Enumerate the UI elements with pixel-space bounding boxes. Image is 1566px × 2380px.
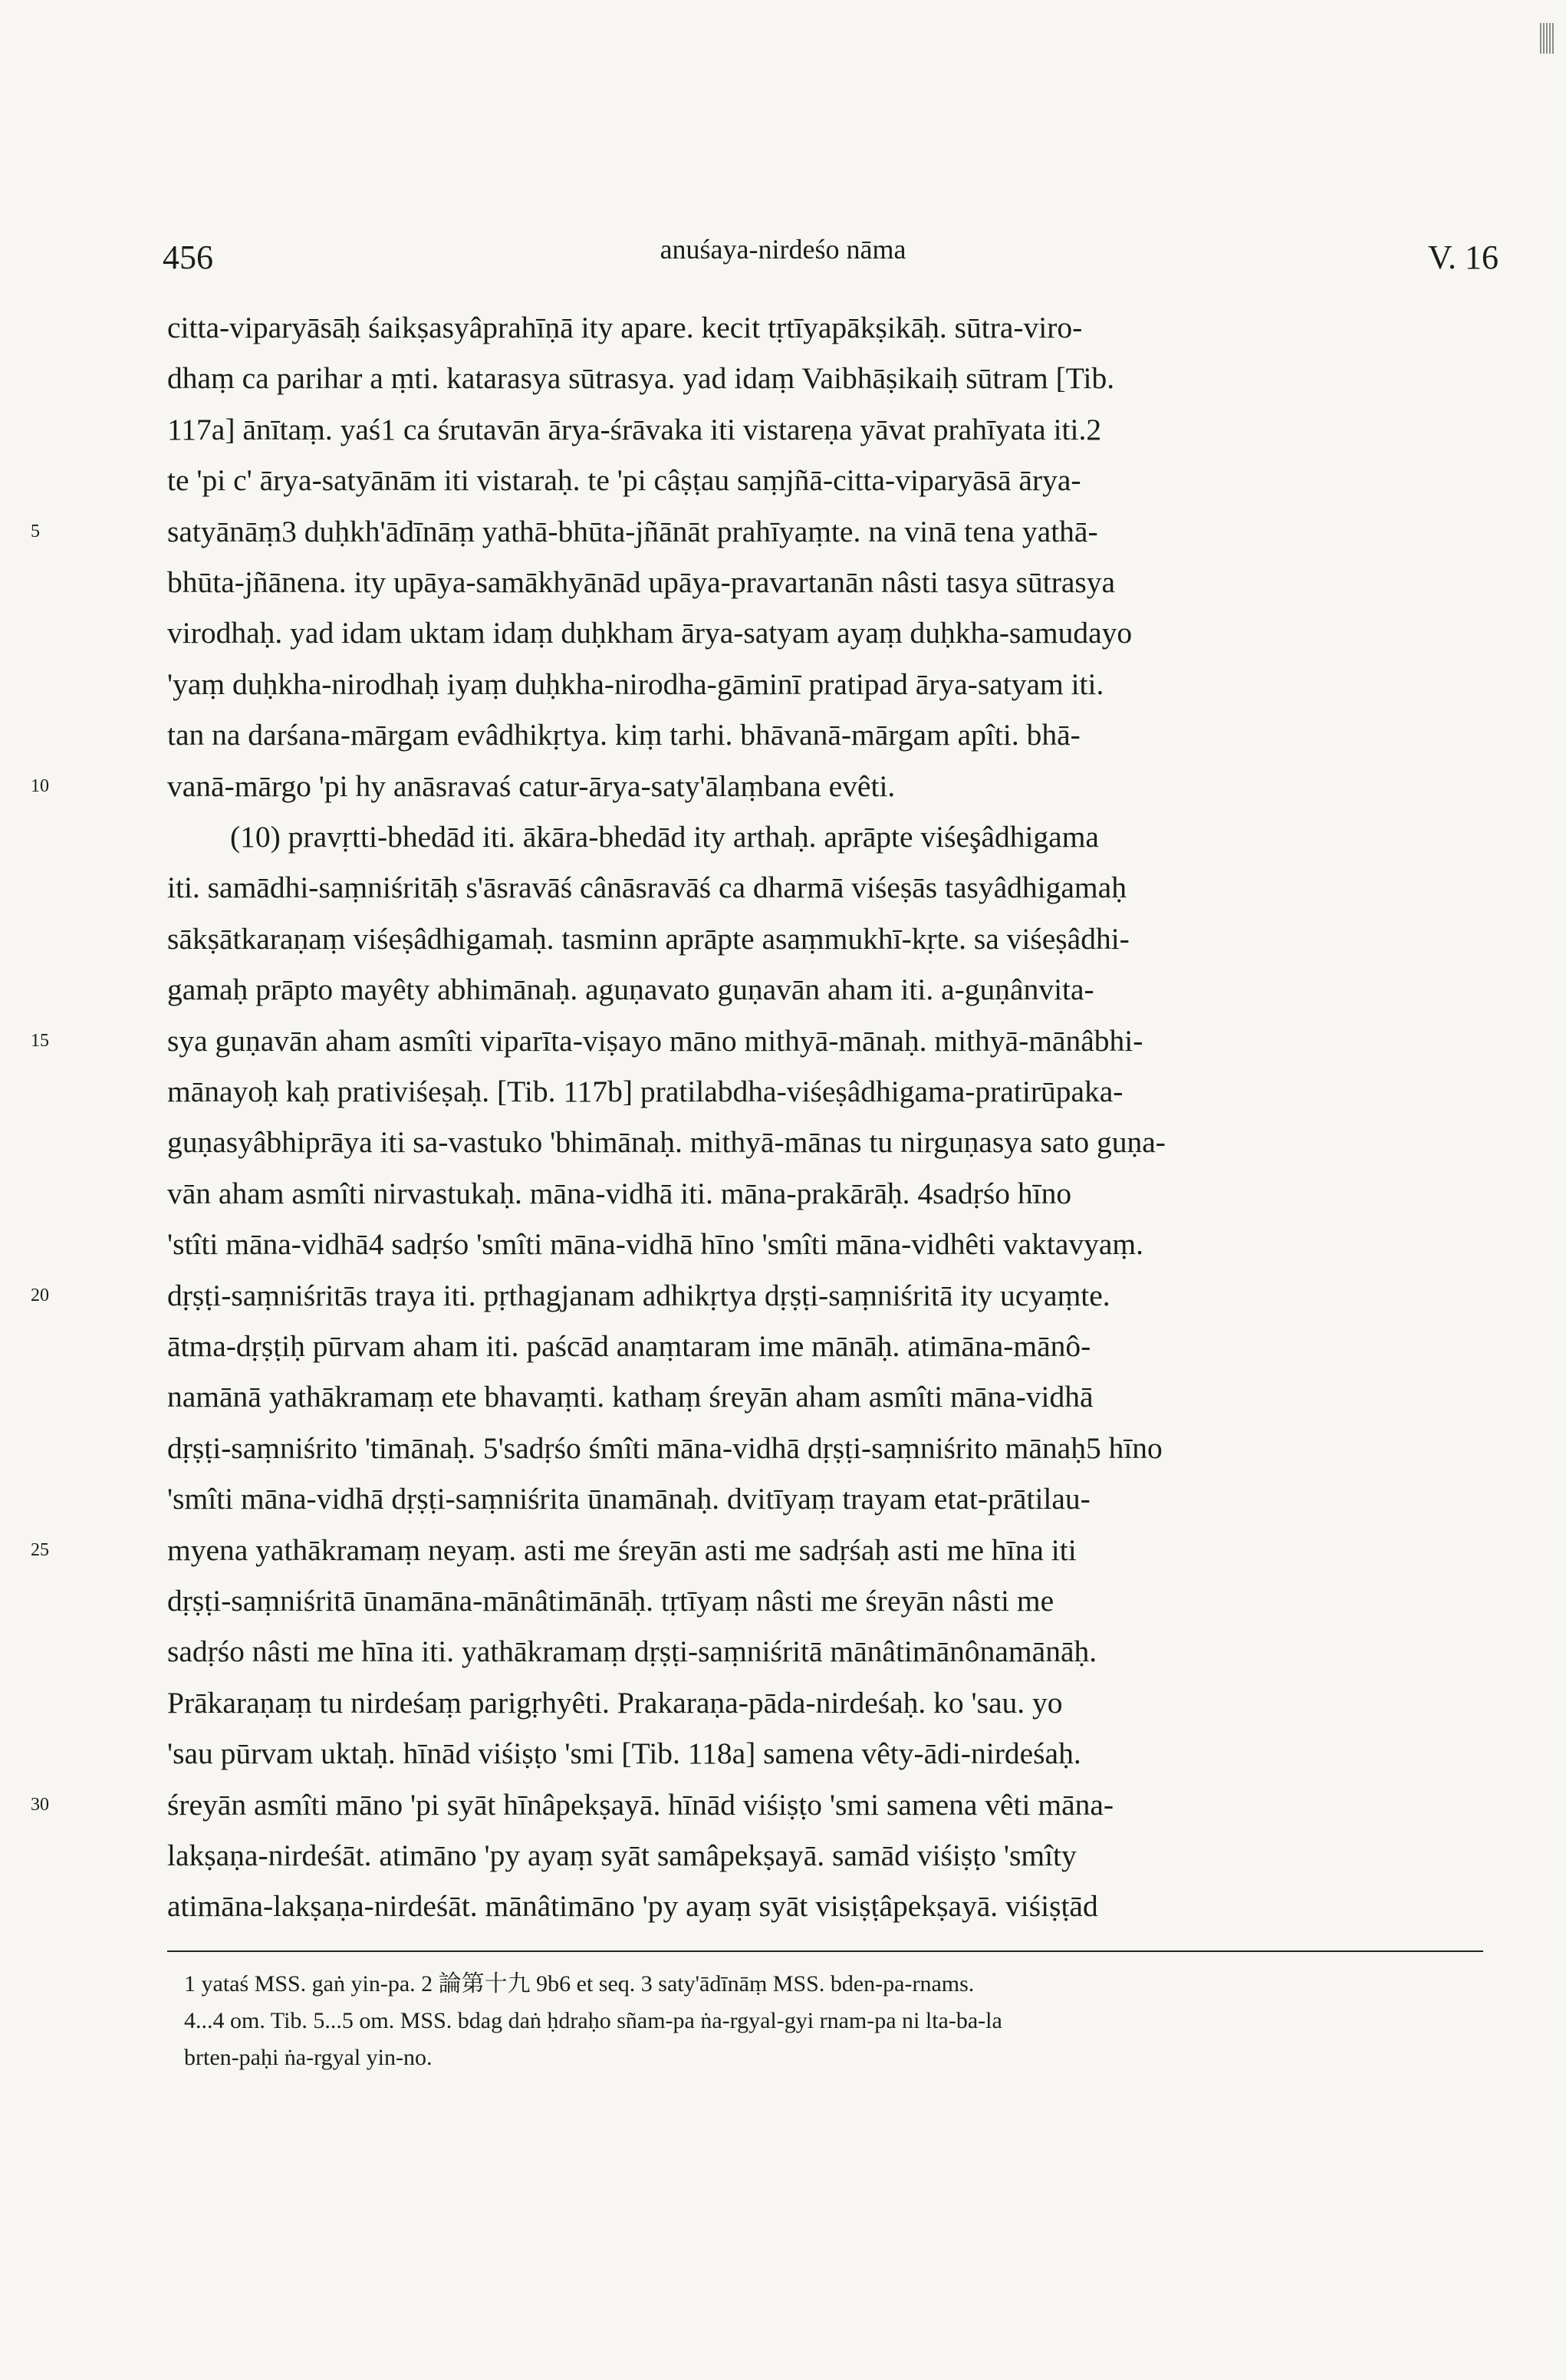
text-line: 'smîti māna-vidhā dṛṣṭi-saṃniśrita ūnamānaḥ. dvitīyaṃ trayam etat-prātilau- (167, 1482, 1091, 1516)
running-title: anuśaya-nirdeśo nāma (660, 234, 906, 265)
line-number: 30 (31, 1794, 49, 1815)
line-number: 20 (31, 1285, 49, 1305)
page-number: 456 (163, 239, 213, 276)
text-line: 117a] ānītaṃ. yaś1 ca śrutavān ārya-śrāvaka iti vistareṇa yāvat prahīyata iti.2 (167, 412, 1102, 446)
text-line: 'sau pūrvam uktaḥ. hīnād viśiṣṭo 'smi [Tib. 118a] samena vêty-ādi-nirdeśaḥ. (167, 1736, 1081, 1771)
footnote-rule (167, 1950, 1483, 1952)
text-line: dṛṣṭi-saṃniśrito 'timānaḥ. 5'sadṛśo śmîti māna-vidhā dṛṣṭi-saṃniśrito mānaḥ5 hīno (167, 1430, 1163, 1465)
text-line: (10) pravṛtti-bhedād iti. ākāra-bhedād ity arthaḥ. aprāpte viśeşâdhigama (230, 820, 1099, 854)
line-number: 15 (31, 1030, 49, 1051)
section-reference: V. 16 (1427, 239, 1499, 276)
text-line: tan na darśana-mārgam evâdhikṛtya. kiṃ tarhi. bhāvanā-mārgam apîti. bhā- (167, 718, 1081, 752)
text-line: guṇasyâbhiprāya iti sa-vastuko 'bhimānaḥ. mithyā-mānas tu nirguṇasya sato guṇa- (167, 1125, 1166, 1160)
line-number: 5 (31, 521, 40, 542)
footnote-line: brten-paḥi ṅa-rgyal yin-no. (184, 2044, 433, 2070)
text-line: gamaḥ prāpto mayêty abhimānaḥ. aguṇavato guṇavān aham iti. a-guṇânvita- (167, 973, 1094, 1007)
text-line: bhūta-jñānena. ity upāya-samākhyānād upāya-pravartanān nâsti tasya sūtrasya (167, 565, 1116, 599)
text-line: 'yaṃ duḥkha-nirodhaḥ iyaṃ duḥkha-nirodha-gāminī pratipad ārya-satyam iti. (167, 667, 1104, 701)
text-line: śreyān asmîti māno 'pi syāt hīnâpekṣayā. hīnād viśiṣṭo 'smi samena vêti māna- (167, 1787, 1114, 1822)
footnote-line: 1 yataś MSS. gaṅ yin-pa. 2 論第十九 9b6 et seq. 3 saty'ādīnāṃ MSS. bden-pa-rnams. (184, 1970, 975, 1997)
text-line: vanā-mārgo 'pi hy anāsravaś catur-ārya-saty'ālaṃbana evêti. (167, 769, 896, 803)
text-line: Prākaraṇaṃ tu nirdeśaṃ parigṛhyêti. Prakaraṇa-pāda-nirdeśaḥ. ko 'sau. yo (167, 1685, 1063, 1720)
text-line: satyānāṃ3 duḥkh'ādīnāṃ yathā-bhūta-jñānāt prahīyaṃte. na vinā tena yathā- (167, 514, 1098, 548)
text-line: 'stîti māna-vidhā4 sadṛśo 'smîti māna-vidhā hīno 'smîti māna-vidhêti vaktavyaṃ. (167, 1227, 1144, 1262)
text-line: dṛṣṭi-saṃniśritās traya iti. pṛthagjanam adhikṛtya dṛṣṭi-saṃniśritā ity ucyaṃte. (167, 1278, 1110, 1312)
text-line: te 'pi c' ārya-satyānām iti vistaraḥ. te 'pi câṣṭau saṃjñā-citta-viparyāsā ārya- (167, 463, 1081, 498)
text-line: lakṣaṇa-nirdeśāt. atimāno 'py ayaṃ syāt samâpekṣayā. samād viśiṣṭo 'smîty (167, 1838, 1077, 1872)
text-line: virodhaḥ. yad idam uktam idaṃ duḥkham ārya-satyam ayaṃ duḥkha-samudayo (167, 616, 1133, 650)
text-line: atimāna-lakṣaṇa-nirdeśāt. mānâtimāno 'py ayaṃ syāt visiṣṭâpekṣayā. viśiṣṭād (167, 1889, 1098, 1924)
text-line: ātma-dṛṣṭiḥ pūrvam aham iti. paścād anaṃtaram ime mānāḥ. atimāna-mānô- (167, 1329, 1091, 1363)
text-line: iti. samādhi-saṃniśritāḥ s'āsravāś cânāsravāś ca dharmā viśeṣās tasyâdhigamaḥ (167, 871, 1127, 905)
text-line: sadṛśo nâsti me hīna iti. yathākramaṃ dṛṣṭi-saṃniśritā mānâtimānônamānāḥ. (167, 1634, 1097, 1669)
text-line: dṛṣṭi-saṃniśritā ūnamāna-mānâtimānāḥ. tṛtīyaṃ nâsti me śreyān nâsti me (167, 1584, 1054, 1618)
text-line: mānayoḥ kaḥ prativiśeṣaḥ. [Tib. 117b] pratilabdha-viśeṣâdhigama-pratirūpaka- (167, 1075, 1124, 1108)
text-line: sya guṇavān aham asmîti viparīta-viṣayo māno mithyā-mānaḥ. mithyā-mānâbhi- (167, 1023, 1143, 1058)
text-line: namānā yathākramaṃ ete bhavaṃti. kathaṃ śreyān aham asmîti māna-vidhā (167, 1380, 1094, 1414)
text-line: dhaṃ ca parihar a ṃti. katarasya sūtrasya. yad idaṃ Vaibhāṣikaiḥ sūtram [Tib. (167, 361, 1115, 396)
line-number: 10 (31, 775, 49, 796)
line-number: 25 (31, 1539, 49, 1560)
text-line: sākṣātkaraṇaṃ viśeṣâdhigamaḥ. tasminn aprāpte asaṃmukhī-kṛte. sa viśeṣâdhi- (167, 921, 1130, 956)
text-line: citta-viparyāsāḥ śaikṣasyâprahīṇā ity apare. kecit tṛtīyapākṣikāḥ. sūtra-viro- (167, 311, 1083, 344)
text-line: myena yathākramaṃ neyaṃ. asti me śreyān asti me sadṛśaḥ asti me hīna iti (167, 1532, 1077, 1567)
text-line: vān aham asmîti nirvastukaḥ. māna-vidhā iti. māna-prakārāḥ. 4sadṛśo hīno (167, 1176, 1072, 1210)
footnote-line: 4...4 om. Tib. 5...5 om. MSS. bdag daṅ ḥdraḥo sñam-pa ṅa-rgyal-gyi rnam-pa ni lta-ba-la (184, 2007, 1002, 2033)
